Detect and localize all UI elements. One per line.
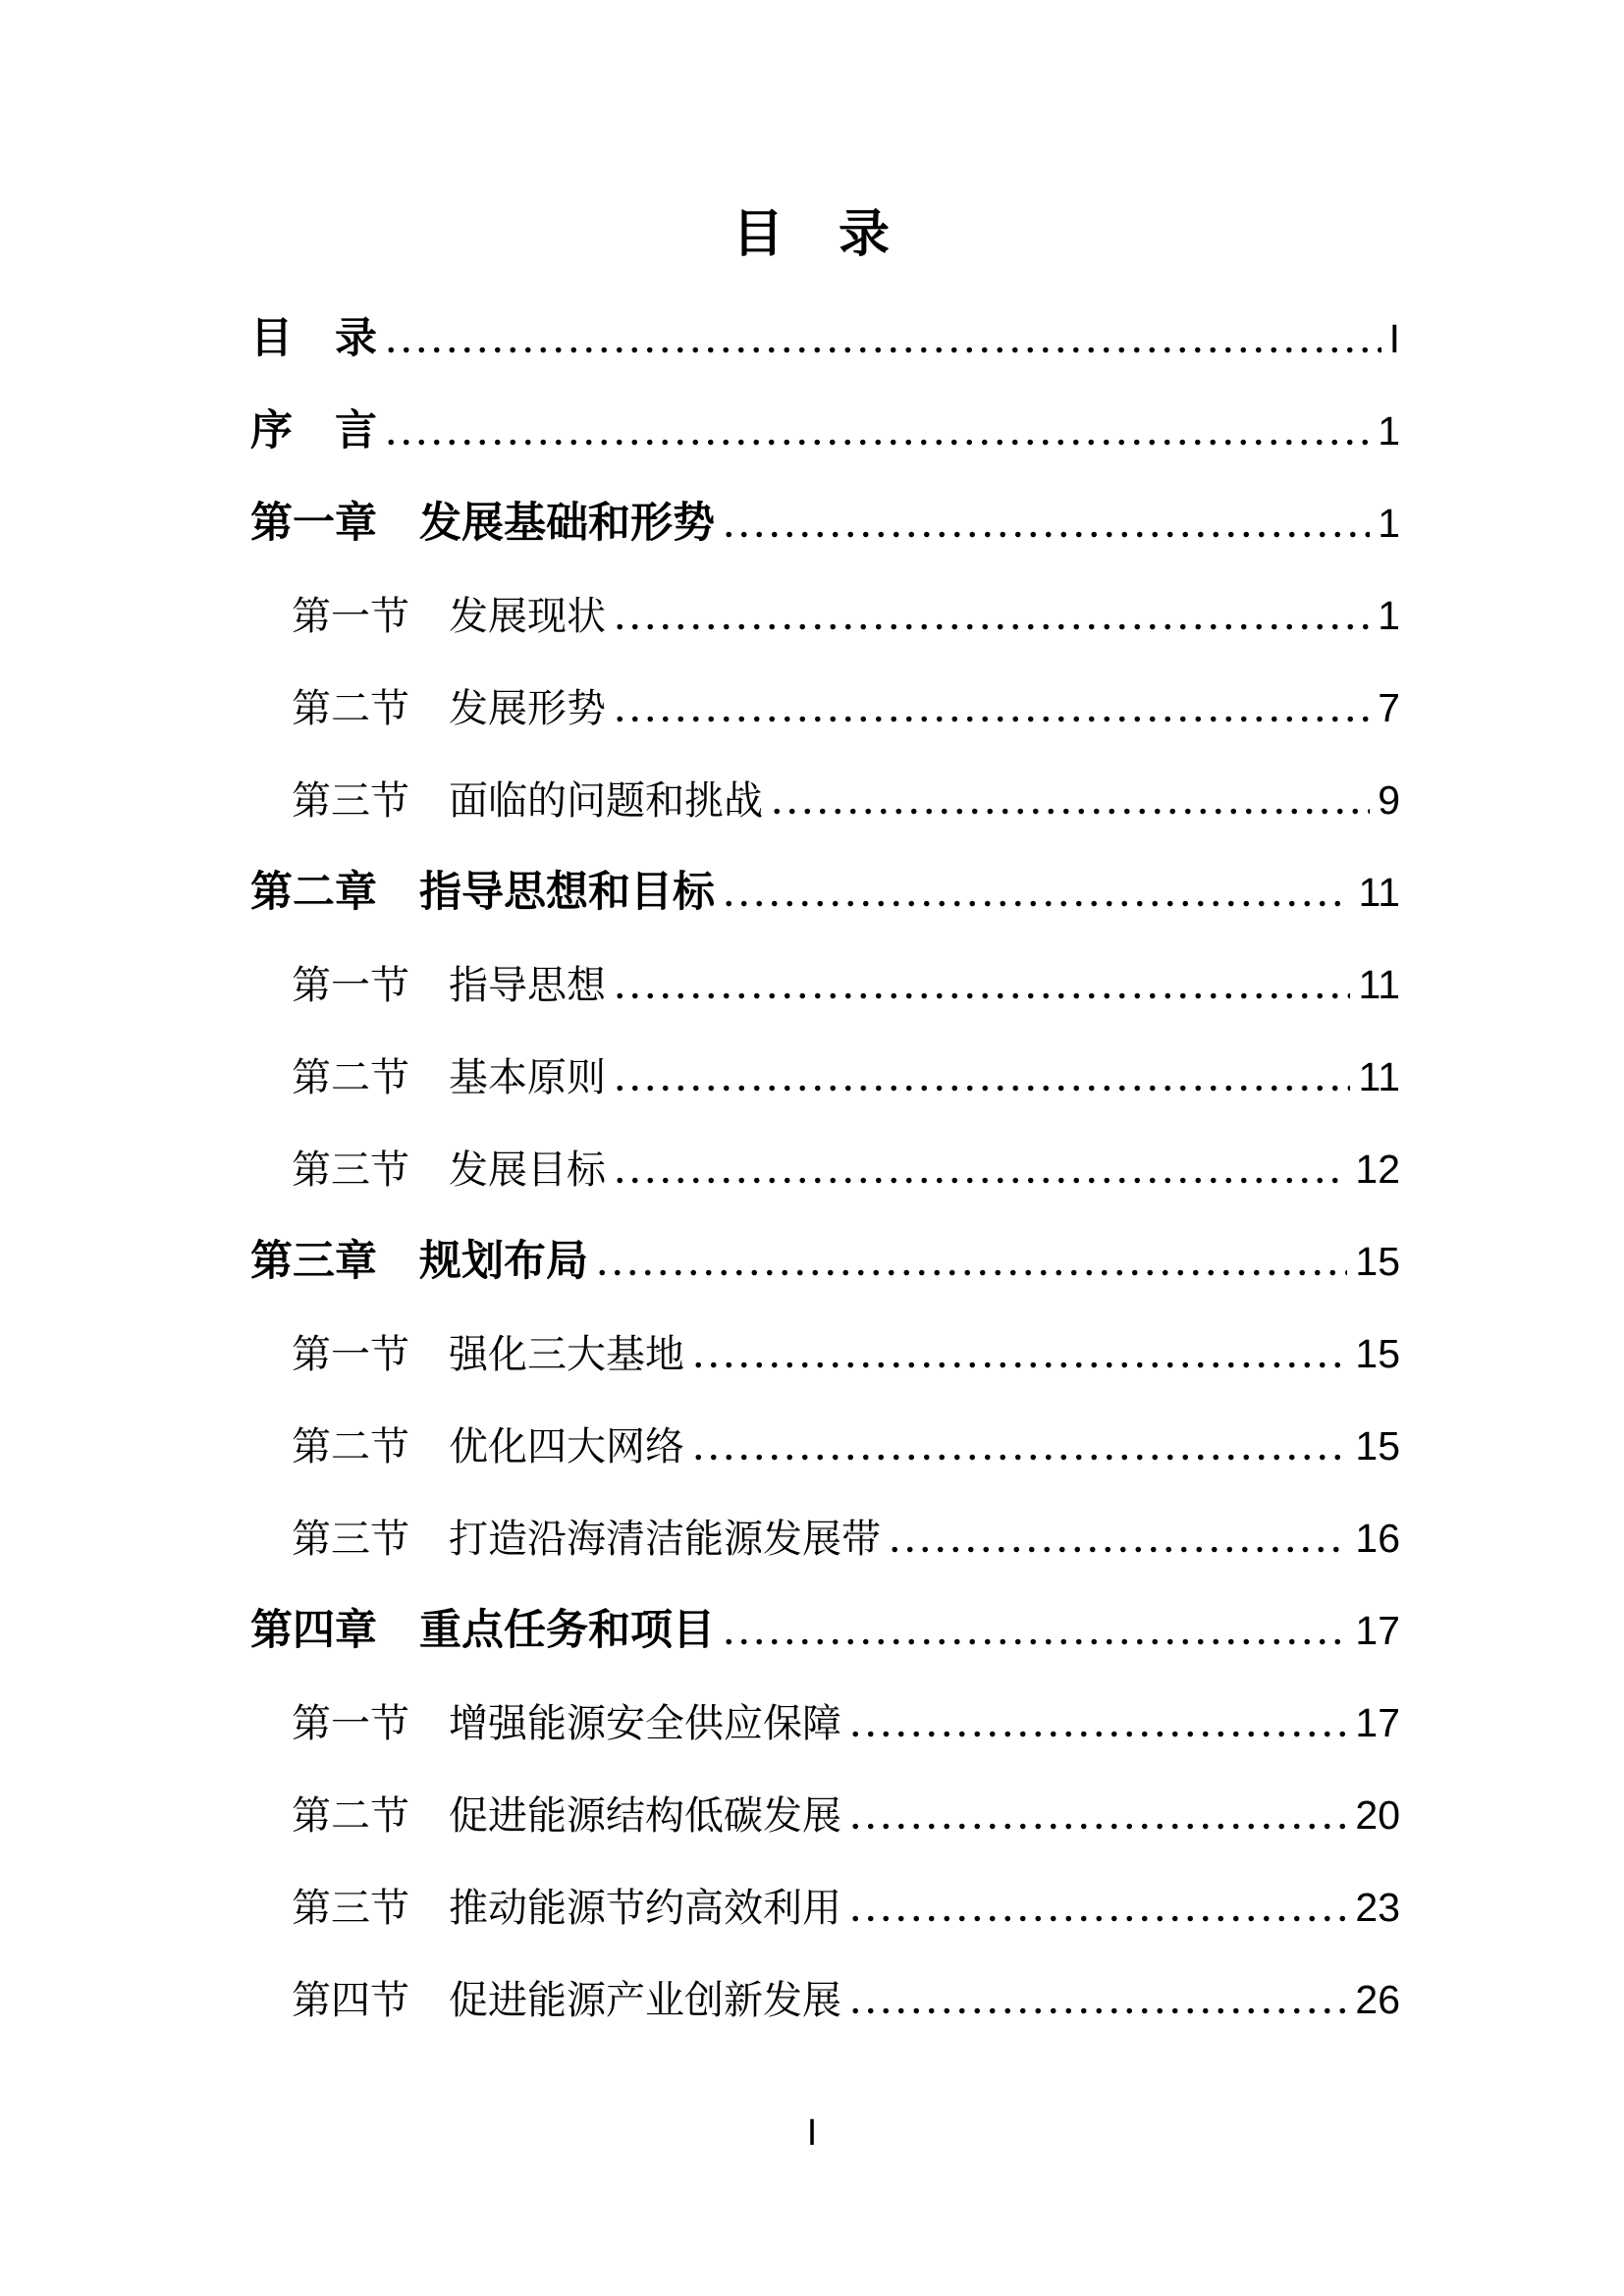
- toc-entry-label: 第一节 发展现状: [292, 594, 606, 638]
- toc-entry-section[interactable]: [250, 1492, 1400, 1584]
- toc-entry-section[interactable]: [250, 754, 1400, 846]
- dot-leader: [616, 1035, 1350, 1133]
- toc-entry-chapter-1[interactable]: [250, 477, 1400, 569]
- dot-leader: [725, 850, 1350, 948]
- dot-leader: [387, 296, 1381, 395]
- toc-entry-page: 11: [1358, 962, 1400, 1007]
- toc-entry-chapter-3[interactable]: [250, 1215, 1400, 1308]
- toc-entry-page: 15: [1355, 1239, 1400, 1284]
- toc-entry-label: 第二章 指导思想和目标: [250, 870, 715, 916]
- toc-entry-label: 第三节 推动能源节约高效利用: [292, 1886, 841, 1930]
- dot-leader: [598, 1219, 1347, 1317]
- toc-entry-page: 23: [1355, 1885, 1400, 1930]
- toc-entry-section[interactable]: [250, 662, 1400, 754]
- toc-entry-section[interactable]: [250, 938, 1400, 1031]
- dot-leader: [616, 942, 1350, 1041]
- toc-entry-page: 17: [1355, 1700, 1400, 1745]
- toc-entry-contents[interactable]: [250, 293, 1400, 385]
- toc-list: [250, 293, 1400, 2046]
- dot-leader: [387, 389, 1370, 487]
- toc-entry-label: 第三章 规划布局: [250, 1239, 588, 1285]
- footer-page-number: I: [806, 2112, 818, 2154]
- toc-entry-page: I: [1388, 316, 1400, 361]
- dot-leader: [891, 1496, 1347, 1594]
- toc-entry-page: 16: [1355, 1516, 1400, 1561]
- toc-entry-label: 目 录: [250, 316, 377, 362]
- toc-entry-label: 第三节 面临的问题和挑战: [292, 778, 763, 823]
- toc-entry-page: 15: [1355, 1331, 1400, 1376]
- toc-entry-label: 第一节 强化三大基地: [292, 1332, 684, 1376]
- toc-entry-page: 20: [1355, 1792, 1400, 1838]
- dot-leader: [773, 758, 1370, 856]
- toc-entry-section[interactable]: [250, 1031, 1400, 1123]
- toc-entry-section[interactable]: [250, 1861, 1400, 1953]
- toc-entry-page: 26: [1355, 1977, 1400, 2022]
- toc-entry-label: 序 言: [250, 408, 377, 454]
- dot-leader: [725, 1588, 1347, 1686]
- toc-entry-section[interactable]: [250, 1953, 1400, 2046]
- toc-entry-section[interactable]: [250, 1123, 1400, 1215]
- toc-entry-page: 11: [1358, 1054, 1400, 1099]
- toc-entry-label: 第四章 重点任务和项目: [250, 1608, 715, 1654]
- toc-entry-section[interactable]: [250, 1769, 1400, 1861]
- dot-leader: [694, 1404, 1347, 1502]
- page-footer: [0, 2112, 1624, 2155]
- dot-leader: [851, 1773, 1347, 1871]
- dot-leader: [694, 1311, 1347, 1410]
- toc-entry-section[interactable]: [250, 569, 1400, 662]
- dot-leader: [616, 666, 1370, 764]
- toc-entry-label: 第一节 指导思想: [292, 963, 606, 1007]
- dot-leader: [851, 1865, 1347, 1963]
- toc-entry-page: 1: [1378, 408, 1400, 454]
- toc-entry-page: 1: [1378, 501, 1400, 546]
- dot-leader: [851, 1957, 1347, 2056]
- toc-entry-page: 11: [1358, 870, 1400, 915]
- toc-entry-page: 15: [1355, 1423, 1400, 1468]
- dot-leader: [725, 481, 1370, 579]
- dot-leader: [851, 1681, 1347, 1779]
- dot-leader: [616, 573, 1370, 671]
- toc-entry-label: 第二节 促进能源结构低碳发展: [292, 1793, 841, 1838]
- toc-entry-section[interactable]: [250, 1677, 1400, 1769]
- toc-entry-label: 第一章 发展基础和形势: [250, 501, 715, 547]
- toc-entry-page: 17: [1355, 1608, 1400, 1653]
- toc-entry-label: 第二节 优化四大网络: [292, 1424, 684, 1468]
- toc-entry-label: 第一节 增强能源安全供应保障: [292, 1701, 841, 1745]
- toc-entry-label: 第二节 基本原则: [292, 1055, 606, 1099]
- toc-entry-chapter-4[interactable]: [250, 1584, 1400, 1677]
- toc-entry-page: 12: [1355, 1147, 1400, 1192]
- toc-entry-page: 1: [1378, 593, 1400, 638]
- toc-entry-chapter-2[interactable]: [250, 846, 1400, 938]
- toc-entry-label: 第三节 打造沿海清洁能源发展带: [292, 1517, 881, 1561]
- page-title: 目 录: [731, 207, 892, 263]
- toc-entry-section[interactable]: [250, 1308, 1400, 1400]
- toc-entry-section[interactable]: [250, 1400, 1400, 1492]
- toc-entry-page: 7: [1378, 685, 1400, 730]
- toc-entry-preface[interactable]: [250, 385, 1400, 477]
- toc-entry-page: 9: [1378, 777, 1400, 823]
- dot-leader: [616, 1127, 1347, 1225]
- toc-entry-label: 第二节 发展形势: [292, 686, 606, 730]
- toc-entry-label: 第四节 促进能源产业创新发展: [292, 1978, 841, 2022]
- toc-entry-label: 第三节 发展目标: [292, 1148, 606, 1192]
